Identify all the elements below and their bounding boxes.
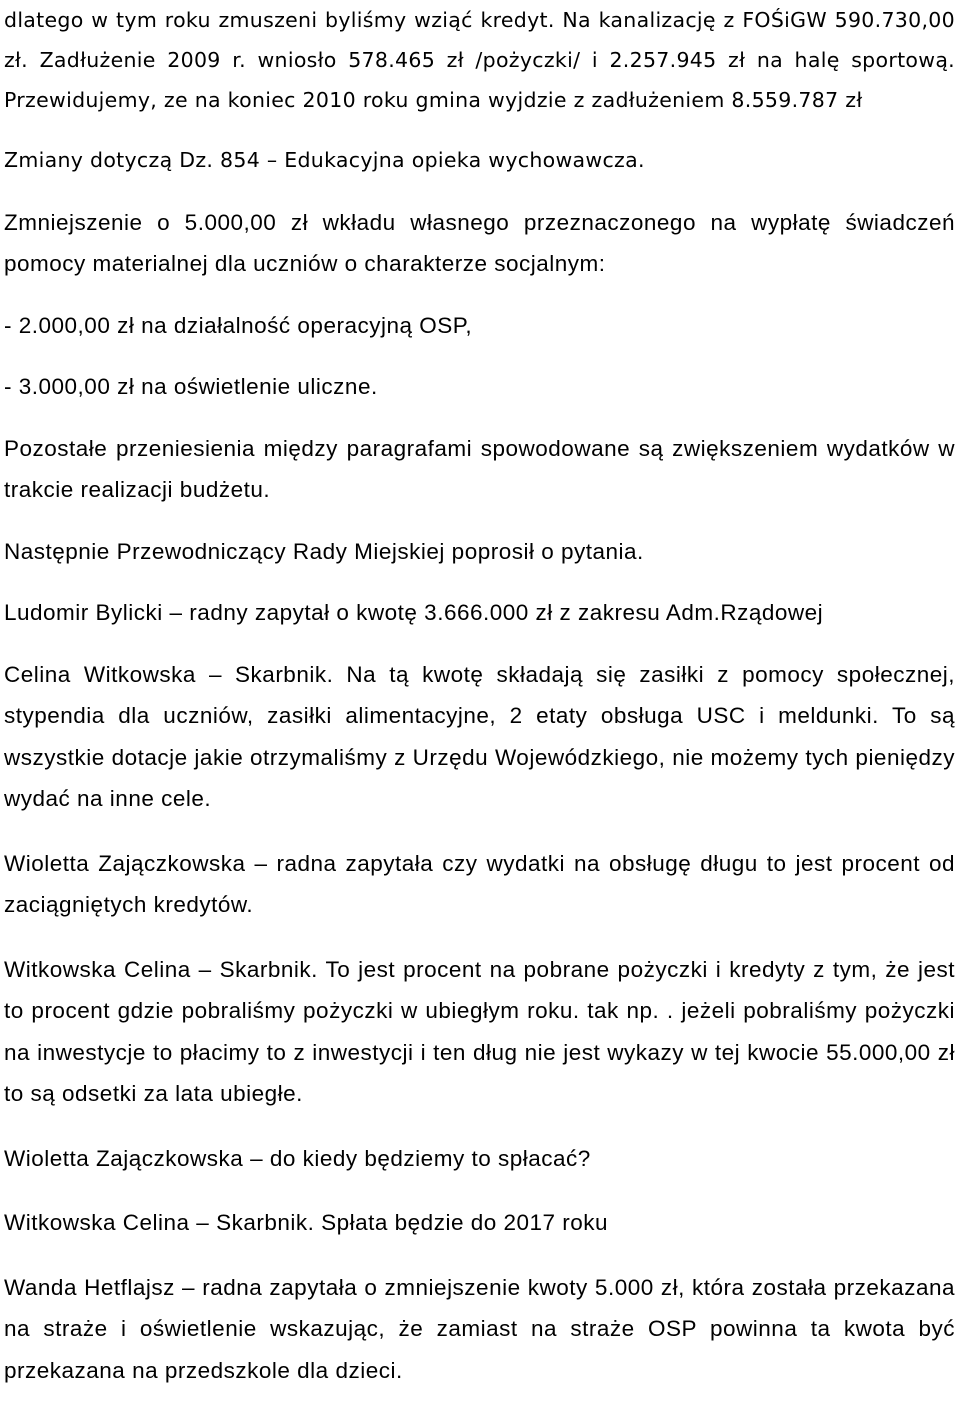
paragraph-zajaczkowska-question-2: Wioletta Zajączkowska – do kiedy będziemy to spłacać? <box>4 1145 591 1171</box>
paragraph-bylicki-question: Ludomir Bylicki – radny zapytał o kwotę 3.666.000 zł z zakresu Adm.Rządowej <box>4 600 824 625</box>
paragraph-zajaczkowska-question-1: Wioletta Zajączkowska – radna zapytała czy wydatki na obsługę długu to jest procent od zaciągniętych kredytów. <box>4 850 955 917</box>
paragraph-witkowska-answer-3: Witkowska Celina – Skarbnik. Spłata będzie do 2017 roku <box>4 1210 609 1235</box>
paragraph-reduction: Zmniejszenie o 5.000,00 zł wkładu własnego przeznaczonego na wypłatę świadczeń pomocy materialnej dla uczniów o charakterze socjalnym: <box>4 209 955 276</box>
paragraph-witkowska-answer-2: Witkowska Celina – Skarbnik. To jest procent na pobrane pożyczki i kredyty z tym, że jest to procent gdzie pobraliśmy pożyczki w ubiegłym roku. tak np. . jeżeli pobraliśmy pożyczki na inwestycje to płacimy to z inwestycji i ten dług nie jest wykazy w tej kwocie 55.000,00 zł to są odsetki za lata ubiegłe. <box>4 956 955 1106</box>
list-item-osp: - 2.000,00 zł na działalność operacyjną OSP, <box>4 312 473 338</box>
list-item-street-lighting: - 3.000,00 zł na oświetlenie uliczne. <box>4 374 378 399</box>
paragraph-hetflajsz-question: Wanda Hetflajsz – radna zapytała o zmniejszenie kwoty 5.000 zł, która została przekazana na straże i oświetlenie wskazując, że zamiast na straże OSP powinna ta kwota być przekazana na przedszkole dla dzieci. <box>4 1274 955 1383</box>
paragraph-other-transfers: Pozostałe przeniesienia między paragrafami spowodowane są zwiększeniem wydatków w trakcie realizacji budżetu. <box>4 435 955 502</box>
paragraph-credit-debt: dlatego w tym roku zmuszeni byliśmy wziąć kredyt. Na kanalizację z FOŚiGW 590.730,00 zł. Zadłużenie 2009 r. wniosło 578.465 zł /pożyczki/ i 2.257.945 zł na halę sportową. Przewidujemy, ze na koniec 2010 roku gmina wyjdzie z zadłużeniem 8.559.787 zł <box>4 8 955 112</box>
paragraph-chairman-questions: Następnie Przewodniczący Rady Miejskiej poprosił o pytania. <box>4 538 644 564</box>
paragraph-witkowska-answer-1: Celina Witkowska – Skarbnik. Na tą kwotę składają się zasiłki z pomocy społecznej, stypendia dla uczniów, zasiłki alimentacyjne, 2 etaty obsługa USC i meldunki. To są wszystkie dotacje jakie otrzymaliśmy z Urzędu Wojewódzkiego, nie możemy tych pieniędzy wydać na inne cele. <box>4 661 955 811</box>
paragraph-changes-section: Zmiany dotyczą Dz. 854 – Edukacyjna opieka wychowawcza. <box>4 148 645 172</box>
